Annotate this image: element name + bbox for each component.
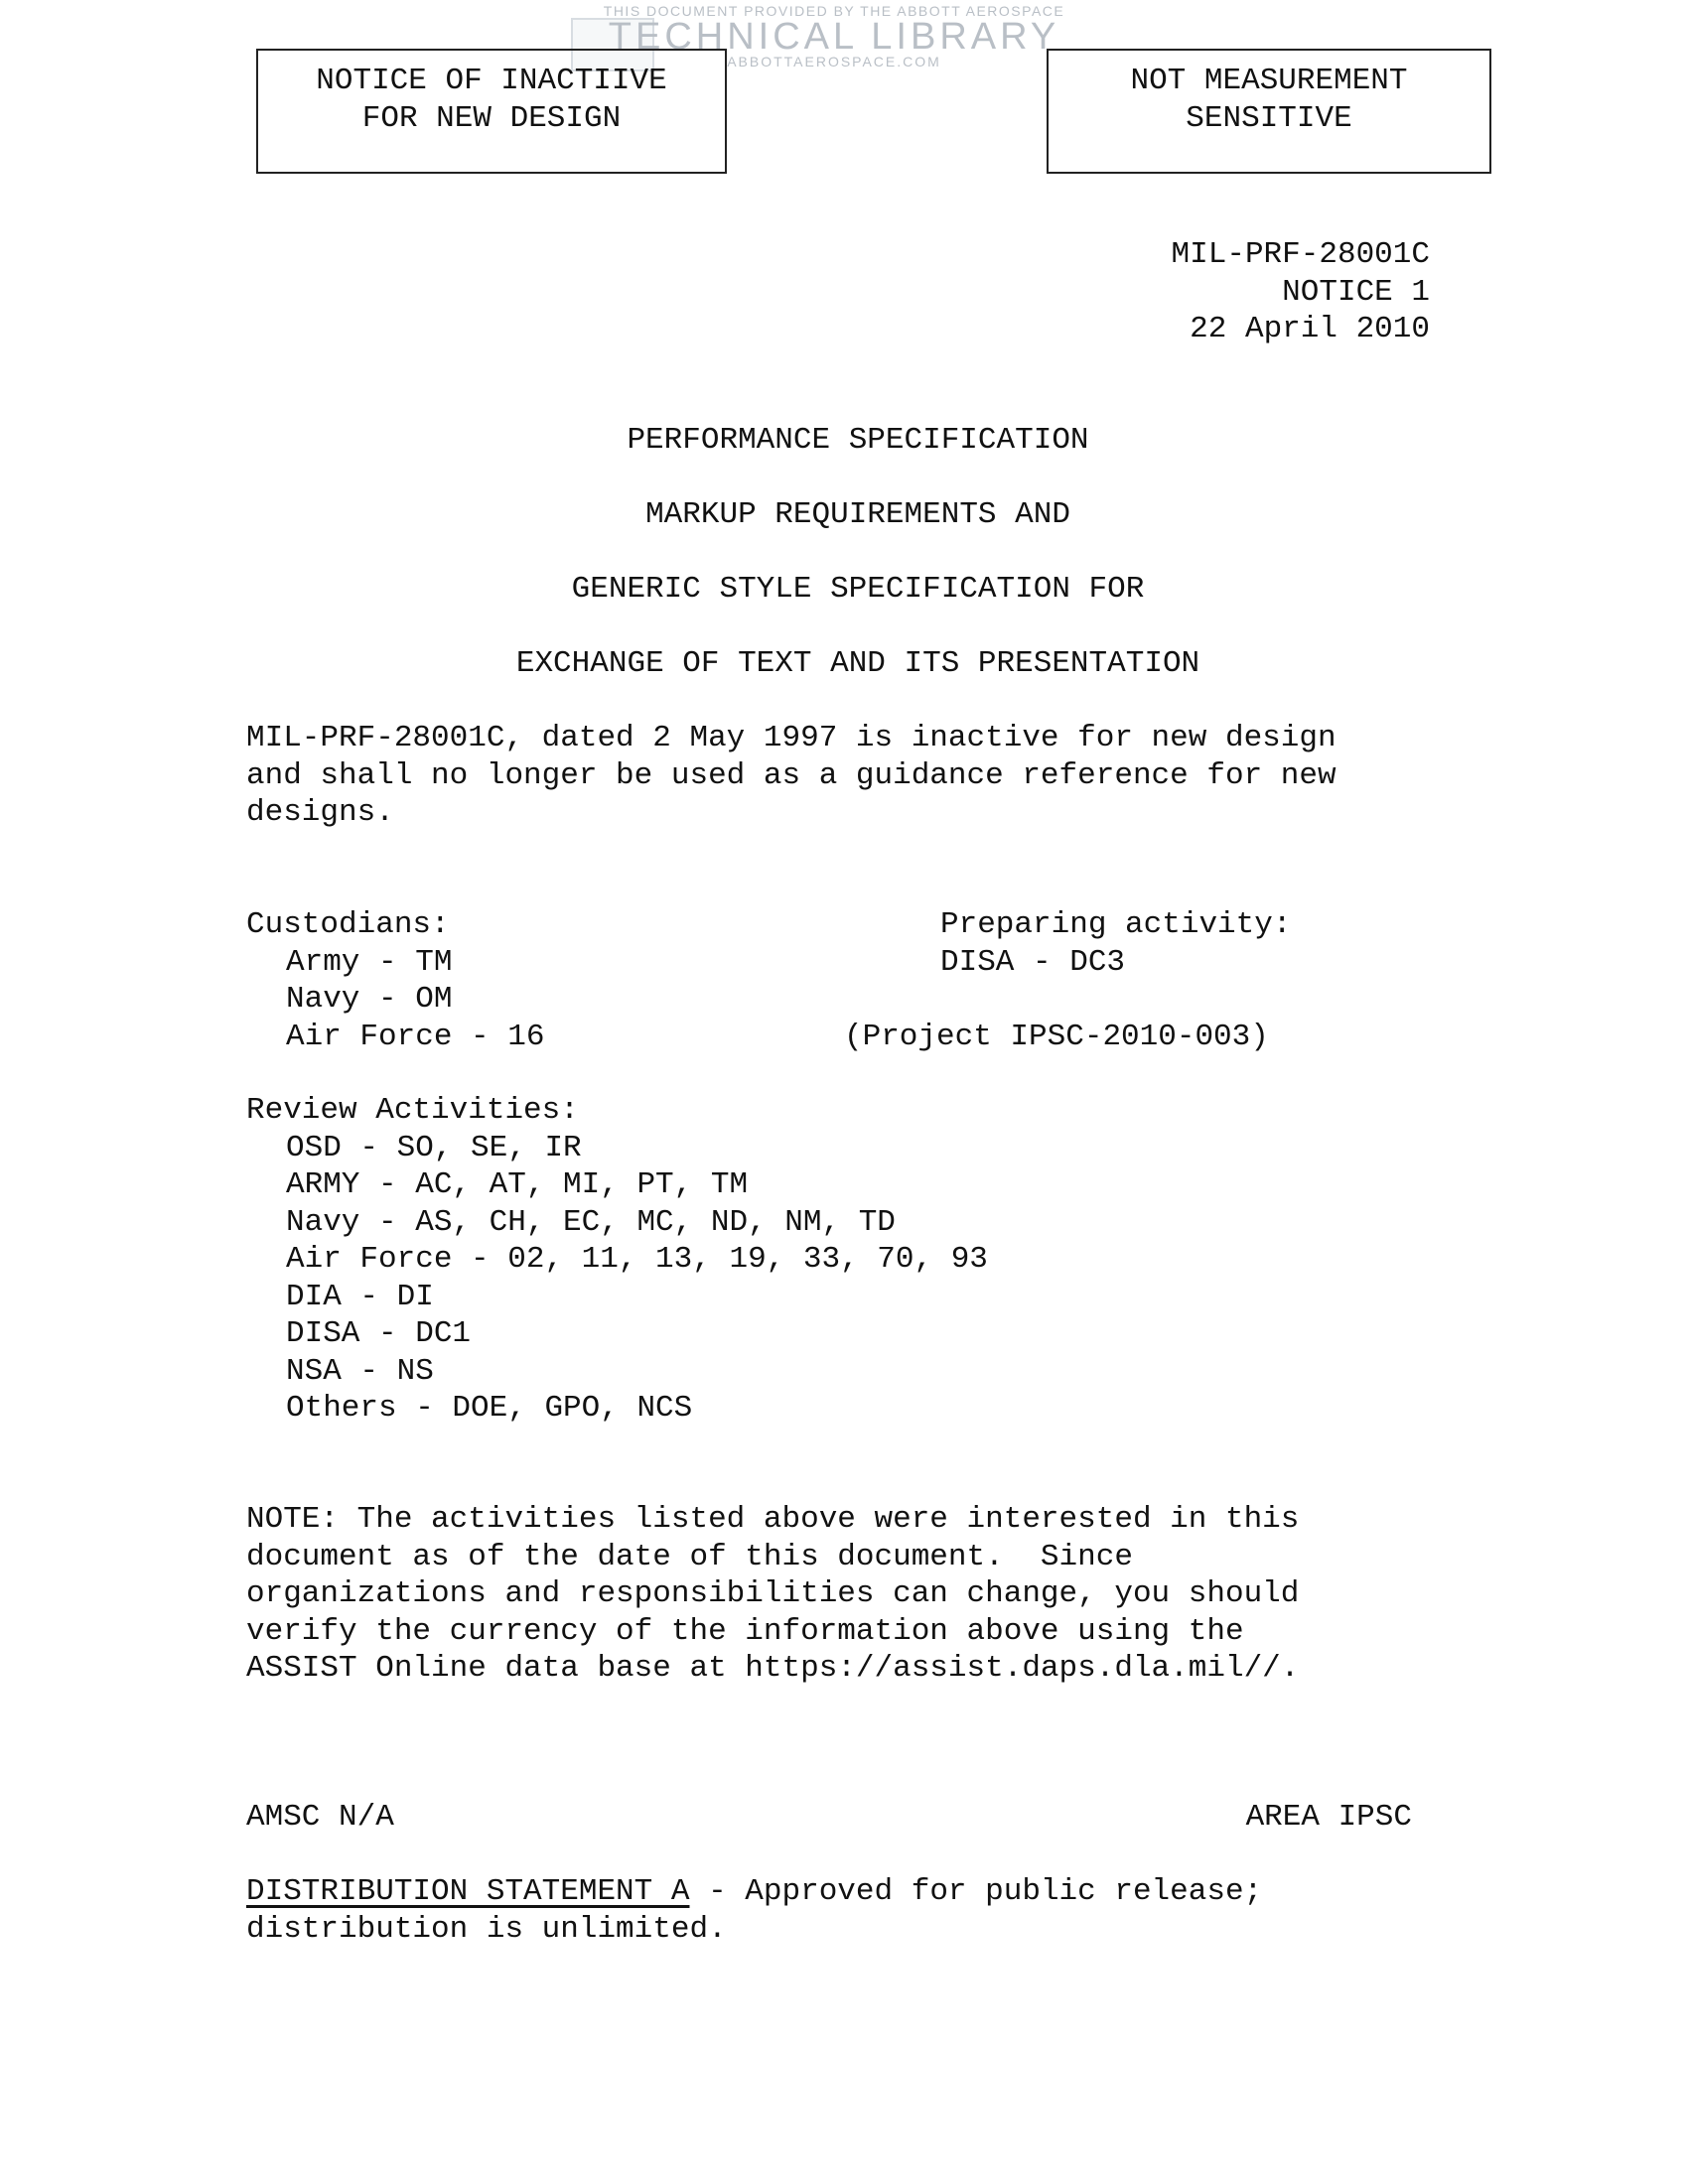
notice-number: NOTICE 1	[1282, 274, 1430, 310]
inactive-statement: MIL-PRF-28001C, dated 2 May 1997 is inactive for new design and shall no longer be used as a guidance reference for new designs.	[246, 721, 1336, 830]
inactive-notice-box: NOTICE OF INACTIIVE FOR NEW DESIGN	[256, 49, 727, 174]
distribution-statement	[246, 1873, 1262, 1911]
title-line-2: MARKUP REQUIREMENTS AND	[645, 497, 1070, 532]
custodian-item: Air Force - 16	[286, 1019, 545, 1054]
note-paragraph: NOTE: The activities listed above were interested in this document as of the date of this document. Since organizations and responsibilities can change, you should verify the currency of the information above using the ASSIST Online data base at https://assist.daps.dla.mil//.	[246, 1502, 1300, 1686]
review-activity-item: ARMY - AC, AT, MI, PT, TM	[286, 1167, 749, 1202]
watermark-line-3: ABBOTTAEROSPACE.COM	[727, 54, 941, 69]
title-line-4: EXCHANGE OF TEXT AND ITS PRESENTATION	[515, 646, 1200, 681]
title-line-3: GENERIC STYLE SPECIFICATION FOR	[571, 572, 1145, 607]
preparing-activity-heading: Preparing activity:	[940, 907, 1292, 942]
title-line-1: PERFORMANCE SPECIFICATION	[627, 423, 1089, 458]
custodian-item: Navy - OM	[286, 982, 453, 1017]
distribution-statement-label: DISTRIBUTION STATEMENT A	[246, 1874, 690, 1909]
project-number: (Project IPSC-2010-003)	[844, 1019, 1269, 1054]
review-activity-item: DIA - DI	[286, 1279, 434, 1314]
review-activity-item: DISA - DC1	[286, 1316, 472, 1351]
custodian-item: Army - TM	[286, 944, 453, 980]
distribution-statement-line-2: distribution is unlimited.	[246, 1911, 727, 1947]
review-activity-item: Air Force - 02, 11, 13, 19, 33, 70, 93	[286, 1242, 988, 1277]
review-activity-item: Others - DOE, GPO, NCS	[286, 1391, 693, 1426]
measurement-sensitivity-box: NOT MEASUREMENT SENSITIVE	[1047, 49, 1491, 174]
review-activities-heading: Review Activities:	[246, 1093, 579, 1128]
watermark-line-1: THIS DOCUMENT PROVIDED BY THE ABBOTT AEROSPACE	[603, 3, 1065, 19]
amsc-label: AMSC N/A	[246, 1800, 394, 1835]
notice-date: 22 April 2010	[1190, 312, 1430, 346]
watermark-line-2: TECHNICAL LIBRARY	[608, 16, 1060, 58]
custodians-heading: Custodians:	[246, 907, 450, 942]
preparing-activity-value: DISA - DC3	[940, 944, 1126, 980]
review-activity-item: Navy - AS, CH, EC, MC, ND, NM, TD	[286, 1204, 896, 1240]
distribution-statement-text: - Approved for public release;	[689, 1874, 1263, 1909]
area-label: AREA IPSC	[1245, 1800, 1412, 1835]
document-id: MIL-PRF-28001C	[1171, 237, 1430, 272]
review-activity-item: NSA - NS	[286, 1353, 434, 1389]
review-activity-item: OSD - SO, SE, IR	[286, 1130, 582, 1165]
